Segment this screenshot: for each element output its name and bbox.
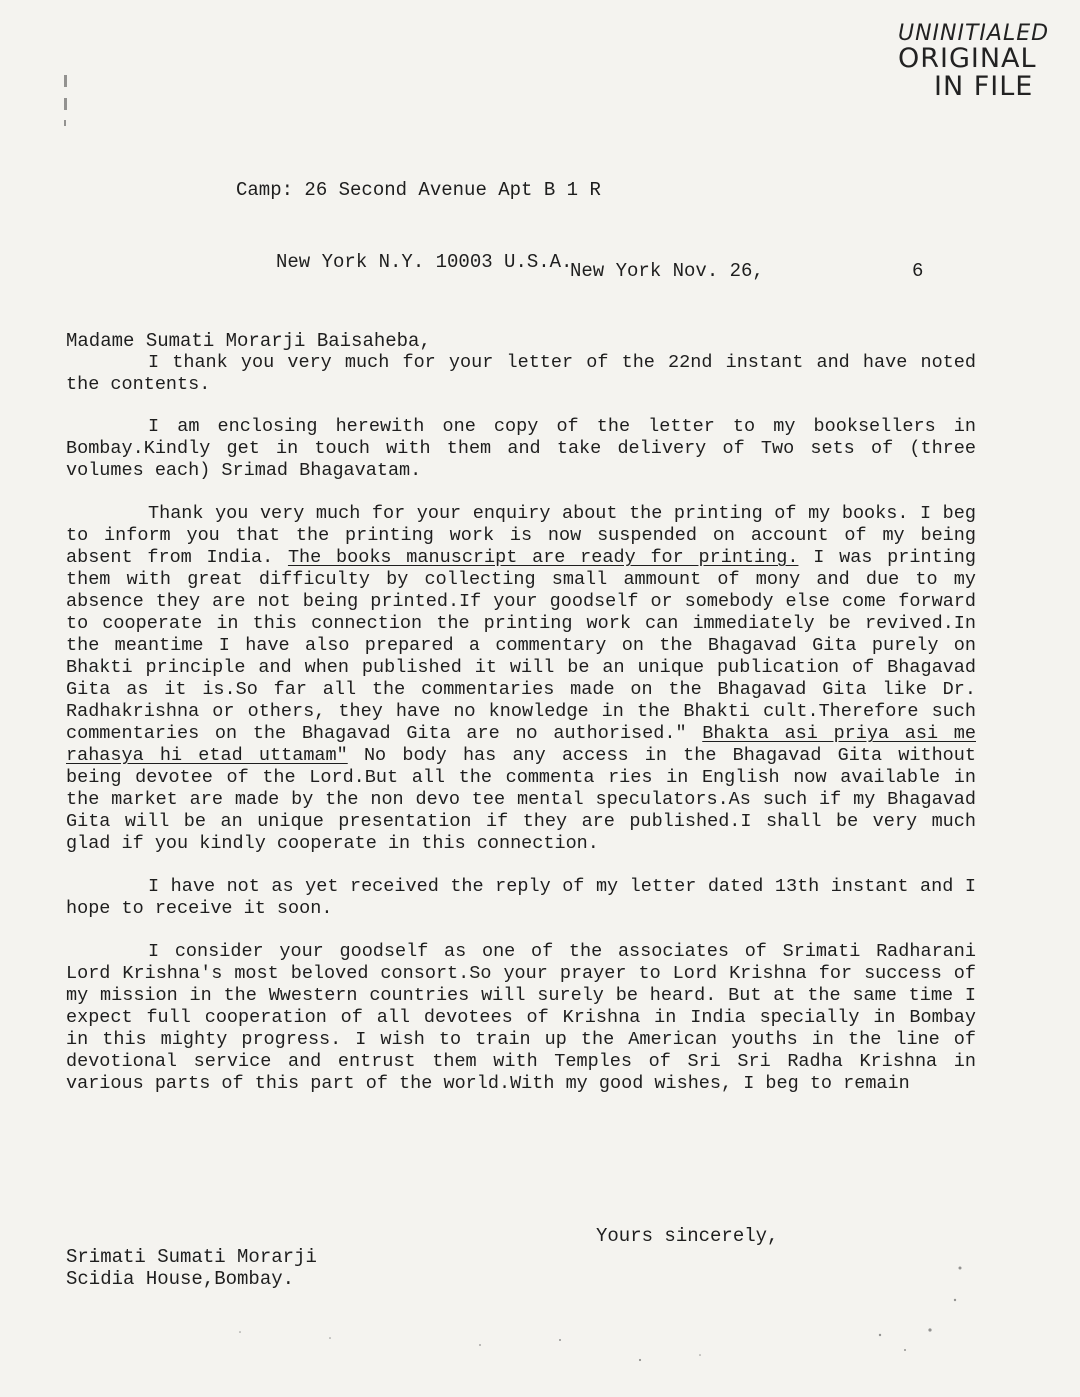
letterhead-line-1: Camp: 26 Second Avenue Apt B 1 R	[236, 179, 601, 201]
letter-date: New York Nov. 26,	[570, 260, 764, 282]
paragraph-associates: I consider your goodself as one of the associates of Srimati Radharani Lord Krishna's most beloved consort.So your prayer to Lord Krishna for success of my mission in the Wwestern countries will surely be heard. But at the same time I expect full cooperation of all devotees of Krishna in India specially in Bombay in this mighty progress. I wish to train up the American youths in the line of devotional service and entrust them with Temples of Sri Sri Radha Krishna in various parts of this part of the world.With my good wishes, I beg to remain	[66, 941, 976, 1094]
printing-underlined-manuscript: The books manuscript are ready for printing.	[287, 547, 799, 568]
addressee-block	[66, 1246, 317, 1290]
printing-text-a: Thank you very much for your enquiry about the printing of my books. I beg to inform you that the printing work is now suspended on account of my being absent from India.	[66, 503, 976, 568]
stamp-original: ORIGINAL	[898, 43, 1037, 75]
letter-date-year: 6	[912, 260, 924, 282]
paragraph-printing	[66, 503, 976, 855]
stamp-in-file: IN FILE	[934, 71, 1034, 103]
salutation: Madame Sumati Morarji Baisaheba,	[66, 330, 431, 352]
paragraph-reply: I have not as yet received the reply of my letter dated 13th instant and I hope to receive it soon.	[66, 876, 976, 919]
addressee-name: Srimati Sumati Morarji	[66, 1246, 317, 1268]
printing-text-e: No body has any access in the Bhagavad Gita without being devotee of the Lord.But all the commenta ries in English now available in the market are made by the non devo tee mental speculators.As such if my Bhagavad Gita will be an unique presentation if they are published.I shall be very much glad if you kindly cooperate in this connection.	[66, 745, 976, 854]
paragraph-thanks: I thank you very much for your letter of the 22nd instant and have noted the contents.	[66, 352, 976, 395]
addressee-address: Scidia House,Bombay.	[66, 1268, 295, 1290]
letterhead-line-2: New York N.Y. 10003 U.S.A.	[276, 251, 573, 273]
paragraph-enclosure: I am enclosing herewith one copy of the letter to my booksellers in Bombay.Kindly get in touch with them and take delivery of Two sets of (three volumes each) Srimad Bhagavatam.	[66, 416, 976, 481]
file-stamp	[898, 22, 1068, 102]
letterhead-address	[236, 130, 601, 322]
letter-body	[66, 352, 976, 1116]
stamp-uninitialed: UNINITIALED	[898, 21, 1050, 46]
printing-text-c: I was printing them with great difficulty by collecting small ammount of mony and due to my absence they are not being printed.If your goodself or somebody else come forward to cooperate in this connection the printing work can immediately be revived.In the meantime I have also prepared a commentary on the Bhagavad Gita purely on Bhakti principle and when published it will be an unique publication of Bhagavad Gita as it is.So far all the commentaries made on the Bhagavad Gita like Dr. Radhakrishna or others, they have no knowledge in the Bhakti cult.Therefore such commentaries on the Bhagavad Gita are no authorised."	[66, 547, 976, 744]
printing-underlined-quote: Bhakta asi priya asi me rahasya hi etad uttamam"	[66, 723, 976, 766]
closing: Yours sincerely,	[596, 1225, 779, 1247]
